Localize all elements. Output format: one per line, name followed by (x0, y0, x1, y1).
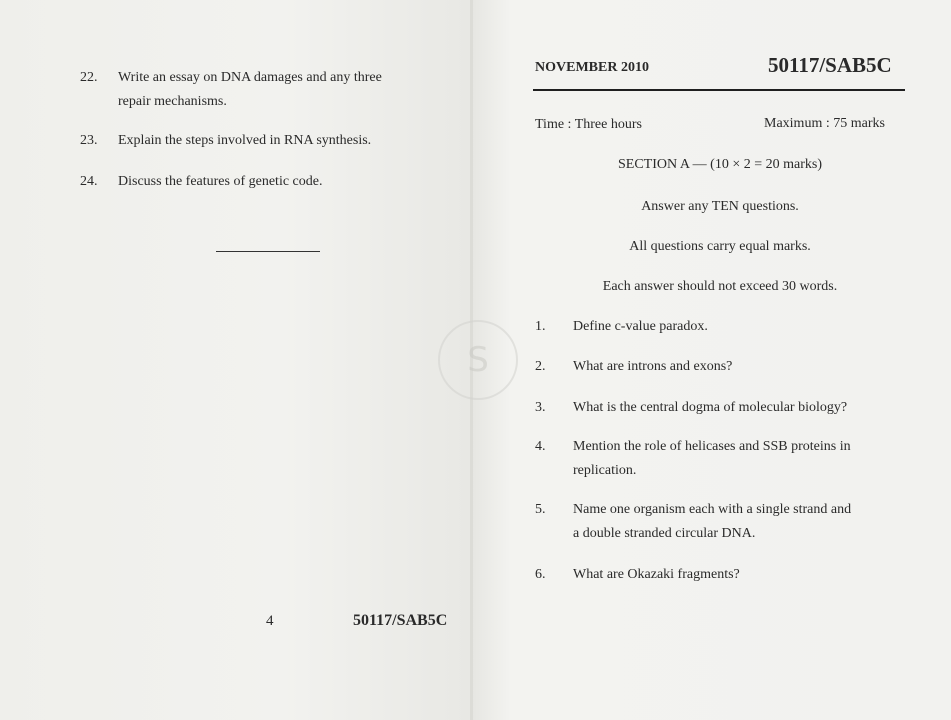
question-text-line: Mention the role of helicases and SSB proteins in (573, 439, 851, 454)
question-number: 6. (535, 567, 546, 582)
question-number: 23. (80, 133, 98, 148)
question-text-line: Write an essay on DNA damages and any three (118, 70, 382, 85)
question-text-line: Name one organism each with a single strand and (573, 502, 852, 517)
question-number: 1. (535, 319, 546, 334)
question-22 (80, 66, 470, 116)
question-text-line: replication. (573, 463, 637, 478)
exam-date: NOVEMBER 2010 (535, 60, 649, 75)
question-24 (80, 170, 470, 196)
question-3 (535, 396, 911, 422)
question-text-line: Define c-value paradox. (573, 319, 708, 334)
max-marks: Maximum : 75 marks (764, 116, 885, 131)
instruction-line: Each answer should not exceed 30 words. (602, 279, 838, 294)
question-1 (535, 315, 911, 341)
exam-code: 50117/SAB5C (768, 53, 892, 77)
left-page (0, 0, 472, 720)
question-23 (80, 129, 470, 155)
question-4 (535, 435, 911, 485)
question-text-line: repair mechanisms. (118, 94, 227, 109)
end-divider (216, 251, 320, 252)
question-text-line: What are Okazaki fragments? (573, 567, 740, 582)
page-number: 4 (266, 613, 274, 629)
question-text-line: Explain the steps involved in RNA synthesis. (118, 133, 372, 148)
question-6 (535, 563, 911, 589)
footer-exam-code: 50117/SAB5C (353, 612, 448, 629)
question-number: 22. (80, 70, 98, 85)
question-text-line: Discuss the features of genetic code. (118, 174, 323, 189)
question-number: 5. (535, 502, 546, 517)
exam-duration: Time : Three hours (535, 117, 642, 132)
question-number: 3. (535, 400, 546, 415)
watermark-seal: S (438, 320, 518, 400)
question-text-line: a double stranded circular DNA. (573, 526, 756, 541)
question-text-line: What are introns and exons? (573, 359, 733, 374)
header-rule (533, 89, 905, 91)
question-number: 2. (535, 359, 546, 374)
question-number: 24. (80, 174, 98, 189)
instruction-line: Answer any TEN questions. (641, 199, 799, 214)
instruction-line: All questions carry equal marks. (629, 239, 811, 254)
section-heading: SECTION A — (10 × 2 = 20 marks) (617, 157, 822, 172)
question-2 (535, 355, 911, 381)
question-text-line: What is the central dogma of molecular biology? (573, 400, 848, 415)
question-5 (535, 498, 911, 548)
question-number: 4. (535, 439, 546, 454)
